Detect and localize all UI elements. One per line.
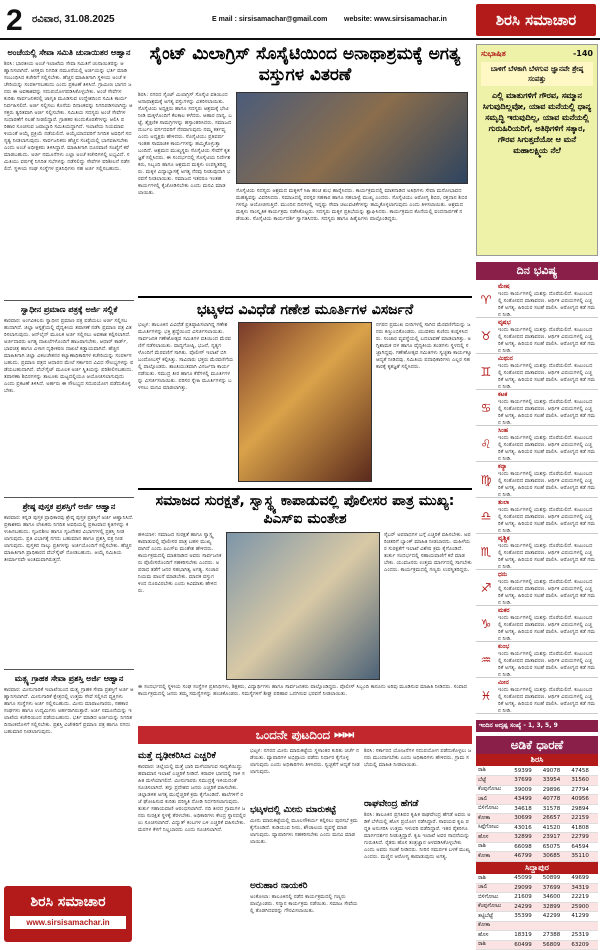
zodiac-name: ಧನು — [498, 571, 596, 579]
price-cell: 35399 — [512, 912, 541, 922]
price-cell: 25319 — [569, 931, 598, 941]
zodiac-icon: ♑ — [476, 606, 496, 641]
price-cell: 22799 — [569, 833, 598, 843]
zodiac-icon: ♒ — [476, 642, 496, 677]
zodiac-name: ಮಿಥುನ — [498, 355, 596, 363]
article-1-text-b: ಸೊಸೈಟಿಯ ಸದಸ್ಯರು ಆಶ್ರಮದ ಮಕ್ಕಳಿಗೆ ಸಿಹಿ ಹಂಚಿ ಶುಭ ಹಾರೈಸಿದರು. ಕಾರ್ಯಕ್ರಮದಲ್ಲಿ ಮಾತನಾಡಿದ ಅತಿಥಿಗಳು ಸೇವಾ ಮನೋಭಾವದ ಮಹತ್ವವನ್ನು ವಿವರಿಸಿದರು. ಸಮಾಜದಲ್ಲಿ ಪರಸ್ಪರ ಸಹಕಾರ ಹಾಗೂ ಸಹಬಾಳ್ವೆ ಮುಖ್ಯ ಎಂದರು. ಸೊಸೈಟಿಯು ಆರೋಗ್ಯ ಶಿಬಿರ, ರಕ್ತದಾನ ಶಿಬಿರಗಳನ್ನೂ ಆಯೋಜಿಸುತ್ತಿದೆ. ಮುಂದಿನ ದಿನಗಳಲ್ಲಿ ಇನ್ನಷ್ಟು ಸೇವಾ ಚಟುವಟಿಕೆಗಳನ್ನು ಹಮ್ಮಿಕೊಳ್ಳಲಾಗುವುದು ಎಂದು ತಿಳಿಸಲಾಯಿತು. ಆಶ್ರಮದ ಮಕ್ಕಳು ಸಾಂಸ್ಕೃತಿಕ ಕಾರ್ಯಕ್ರಮ ನಡೆಸಿಕೊಟ್ಟರು. ಸದಸ್ಯರು ಮಕ್ಕಳ ಪ್ರತಿಭೆಯನ್ನು ಶ್ಲಾಘಿಸಿದರು. ಕಾರ್ಯಕ್ರಮದ ಕೊನೆಯಲ್ಲಿ ವಂದನಾರ್ಪಣೆ ನಡೆಯಿತು. ಸೊಸೈಟಿಯ ಕಾರ್ಯದರ್ಶಿ ಸ್ವಾಗತಿಸಿದರು. ಸದಸ್ಯರು ಹಾಗೂ ಹಿತೈಷಿಗಳು ಪಾಲ್ಗೊಂಡಿದ್ದರು. — [236, 188, 468, 292]
price-cell: 31560 — [569, 776, 598, 786]
price-cell: 32899 — [541, 902, 570, 912]
price-cell: 21609 — [512, 893, 541, 903]
price-cell: 49078 — [541, 766, 570, 776]
price-cell: 30685 — [541, 852, 570, 862]
quote-box — [476, 44, 598, 256]
continued-strip: ಒಂದನೇ ಪುಟದಿಂದ ⏭⏭ — [138, 726, 472, 744]
horoscope-item — [476, 390, 598, 426]
price-row — [476, 823, 598, 833]
price-row — [476, 883, 598, 893]
horoscope-item — [476, 282, 598, 318]
horoscope-text: ಇಂದು ಕಾರ್ಯಗಳಲ್ಲಿ ಯಶಸ್ಸು ದೊರೆಯಲಿದೆ. ಕುಟುಂಬದಲ್ಲಿ ಸಂತೋಷದ ವಾತಾವರಣ. ಆರ್ಥಿಕ ವಿಷಯಗಳಲ್ಲಿ ಎಚ್ಚರಿಕೆ ಅಗತ್ಯ. ಹಿರಿಯರ ಸಲಹೆ ಪಾಲಿಸಿ. ಆರೋಗ್ಯದ ಕಡೆ ಗಮನ ನೀಡಿ. — [498, 327, 596, 353]
page-header — [0, 0, 600, 40]
zodiac-icon: ♍ — [476, 462, 496, 497]
price-cell: 33954 — [541, 776, 570, 786]
price-cell: 40956 — [569, 795, 598, 805]
lucky-number: ಇಂದಿನ ಅದೃಷ್ಟ ಸಂಖ್ಯೆ - 1, 3, 5, 9 — [476, 720, 598, 732]
price-cell: ತಟ್ಟಿಬೆಟ್ಟೆ — [476, 912, 512, 922]
email-link[interactable]: E mail : sirsisamachar@gmail.com — [212, 16, 327, 23]
left-article-2: ಕಾರವಾರ: ಅಂಗವಿಕಲರು ಸ್ವಾಧೀನ ಪ್ರಮಾಣ ಪತ್ರ ಪಡೆಯಲು ಅರ್ಜಿ ಸಲ್ಲಿಸಬಹುದಾಗಿದೆ. ಜಿಲ್ಲಾ ಆಸ್ಪತ್ರೆಯಲ್ಲಿ ವೈದ್ಯಕೀಯ ತಪಾಸಣೆ ನಡೆಸಿ ಪ್ರಮಾಣ ಪತ್ರ ವಿತರಿಸಲಾಗುವುದು. ಆನ್‌ಲೈನ್ ಮೂಲಕ ಅರ್ಜಿ ಸಲ್ಲಿಸಲು ಅವಕಾಶ ಕಲ್ಪಿಸಲಾಗಿದೆ. ಅರ್ಜಿದಾರರು ಅಗತ್ಯ ದಾಖಲೆಗಳೊಂದಿಗೆ ಹಾಜರಾಗಬೇಕು. ಆಧಾರ್ ಕಾರ್ಡ್, ಭಾವಚಿತ್ರ ಹಾಗೂ ವಿಳಾಸ ದೃಢೀಕರಣ ದಾಖಲೆ ಕಡ್ಡಾಯವಾಗಿದೆ. ಹೆಚ್ಚಿನ ಮಾಹಿತಿಗಾಗಿ ಜಿಲ್ಲಾ ವಿಕಲಚೇತನರ ಕಲ್ಯಾಣಾಧಿಕಾರಿಗಳ ಕಚೇರಿಯನ್ನು ಸಂಪರ್ಕಿಸಬಹುದು. ಪ್ರಮಾಣ ಪತ್ರದ ಆಧಾರದ ಮೇಲೆ ಸರ್ಕಾರದ ವಿವಿಧ ಸೌಲಭ್ಯಗಳನ್ನು ಪಡೆಯಬಹುದಾಗಿದೆ. ವೆಬ್‌ಸೈಟ್ ಮೂಲಕ ಅರ್ಜಿ ಸ್ಥಿತಿಯನ್ನು ಪರಿಶೀಲಿಸಬಹುದು. ತಪಾಸಣಾ ಶಿಬಿರಗಳನ್ನು ತಾಲೂಕು ಮಟ್ಟದಲ್ಲಿಯೂ ಆಯೋಜಿಸಲಾಗುವುದು ಎಂದು ಪ್ರಕಟಣೆ ತಿಳಿಸಿದೆ. ಅರ್ಹರು ಈ ಸೌಲಭ್ಯದ ಸದುಪಯೋಗ ಪಡೆದುಕೊಳ್ಳಬೇಕು. — [4, 318, 134, 493]
price-cell: ಕೋಕಾ — [476, 921, 512, 931]
price-row — [476, 814, 598, 824]
horoscope-text: ಇಂದು ಕಾರ್ಯಗಳಲ್ಲಿ ಯಶಸ್ಸು ದೊರೆಯಲಿದೆ. ಕುಟುಂಬದಲ್ಲಿ ಸಂತೋಷದ ವಾತಾವರಣ. ಆರ್ಥಿಕ ವಿಷಯಗಳಲ್ಲಿ ಎಚ್ಚರಿಕೆ ಅಗತ್ಯ. ಹಿರಿಯರ ಸಲಹೆ ಪಾಲಿಸಿ. ಆರೋಗ್ಯದ ಕಡೆ ಗಮನ ನೀಡಿ. — [498, 687, 596, 713]
price-cell: 43016 — [512, 823, 541, 833]
price-cell: ರಾಶಿ — [476, 940, 512, 950]
horoscope-item — [476, 570, 598, 606]
price-cell: ಸಿಪ್ಪೆಗೋಟು — [476, 823, 512, 833]
left-headline-4: ಮತ್ಸ್ಯ ಗ್ರಾಹಕ ಸೇವಾ ಪ್ರಶಸ್ತಿ ಅರ್ಜಿ ಆಹ್ವಾನ — [4, 674, 134, 684]
price-cell: 27794 — [569, 785, 598, 795]
zodiac-name: ಸಿಂಹ — [498, 427, 596, 435]
horoscope-item — [476, 498, 598, 534]
price-cell — [512, 921, 541, 931]
article-3-text-c: ಈ ಸಂದರ್ಭದಲ್ಲಿ ಸ್ಥಳೀಯ ಸಂಘ ಸಂಸ್ಥೆಗಳ ಪ್ರತಿನಿಧಿಗಳು, ಶಿಕ್ಷಕರು, ವಿದ್ಯಾರ್ಥಿಗಳು ಹಾಗೂ ಸಾರ್ವಜನಿಕರು ಪಾಲ್ಗೊಂಡಿದ್ದರು. ಪೊಲೀಸ್ ಸಿಬ್ಬಂದಿ ಕಾನೂನು ಅರಿವು ಮೂಡಿಸುವ ಮಾಹಿತಿ ನೀಡಿದರು. ಸಂವಾದ ಕಾರ್ಯಕ್ರಮದಲ್ಲಿ ಜನರು ತಮ್ಮ ಸಮಸ್ಯೆಗಳನ್ನು ಹಂಚಿಕೊಂಡರು. ಸಮಸ್ಯೆಗಳಿಗೆ ಶೀಘ್ರ ಪರಿಹಾರ ಒದಗಿಸುವ ಭರವಸೆ ನೀಡಲಾಯಿತು. — [138, 684, 472, 724]
zodiac-icon: ♏ — [476, 534, 496, 569]
horoscope-list — [476, 282, 598, 716]
horoscope-text: ಇಂದು ಕಾರ್ಯಗಳಲ್ಲಿ ಯಶಸ್ಸು ದೊರೆಯಲಿದೆ. ಕುಟುಂಬದಲ್ಲಿ ಸಂತೋಷದ ವಾತಾವರಣ. ಆರ್ಥಿಕ ವಿಷಯಗಳಲ್ಲಿ ಎಚ್ಚರಿಕೆ ಅಗತ್ಯ. ಹಿರಿಯರ ಸಲಹೆ ಪಾಲಿಸಿ. ಆರೋಗ್ಯದ ಕಡೆ ಗಮನ ನೀಡಿ. — [498, 471, 596, 497]
horoscope-text: ಇಂದು ಕಾರ್ಯಗಳಲ್ಲಿ ಯಶಸ್ಸು ದೊರೆಯಲಿದೆ. ಕುಟುಂಬದಲ್ಲಿ ಸಂತೋಷದ ವಾತಾವರಣ. ಆರ್ಥಿಕ ವಿಷಯಗಳಲ್ಲಿ ಎಚ್ಚರಿಕೆ ಅಗತ್ಯ. ಹಿರಿಯರ ಸಲಹೆ ಪಾಲಿಸಿ. ಆರೋಗ್ಯದ ಕಡೆ ಗಮನ ನೀಡಿ. — [498, 651, 596, 677]
zodiac-icon: ♈ — [476, 282, 496, 317]
price-row — [476, 842, 598, 852]
horoscope-item — [476, 678, 598, 714]
zodiac-name: ಕುಂಭ — [498, 643, 596, 651]
price-cell: 43499 — [512, 795, 541, 805]
price-cell: ಹೊಸ — [476, 931, 512, 941]
price-cell: 41808 — [569, 823, 598, 833]
price-cell — [569, 921, 598, 931]
quote-body: ಎಲ್ಲಿ ಮಾತುಗಳಿಗೆ ಗೌರವ, ಸಮ್ಮಾನ ಸಿಗುವುದಿಲ್ಲವೋ, ಯಾವ ಮನೆಯಲ್ಲಿ ಧಾನ್ಯ ಸಮೃದ್ಧಿ ಇರುವುದಿಲ್ಲ, ಯಾವ ಮನೆಯಲ್ಲಿ ಗುರುಹಿರಿಯರಿಗೆ, ಅತಿಥಿಗಳಿಗೆ ಸತ್ಕಾರ, ಗೌರವ ಸಿಗುತ್ತದೆಯೋ ಆ ಮನೆ ಮಹಾಲಕ್ಷ್ಮಿಯ ನೆಲೆ — [481, 90, 593, 156]
article-3-text-b: ಸೈಬರ್ ಅಪರಾಧಗಳ ಬಗ್ಗೆ ಎಚ್ಚರಿಕೆ ವಹಿಸಬೇಕು. ಅಪರಿಚಿತರಿಗೆ ಬ್ಯಾಂಕ್ ಮಾಹಿತಿ ನೀಡಬಾರದು. ಮಹಿಳೆಯರ ಸುರಕ್ಷತೆಗೆ ಇಲಾಖೆ ವಿಶೇಷ ಕ್ರಮ ಕೈಗೊಂಡಿದೆ. ತುರ್ತು ಸಂದರ್ಭದಲ್ಲಿ ಸಹಾಯವಾಣಿಗೆ ಕರೆ ಮಾಡಬೇಕು. ಯುವಜನರು ಉತ್ತಮ ಮಾರ್ಗದಲ್ಲಿ ಸಾಗಬೇಕು ಎಂದರು. ಕಾರ್ಯಕ್ರಮದಲ್ಲಿ ಗಣ್ಯರು ಉಪಸ್ಥಿತರಿದ್ದರು. — [384, 532, 472, 680]
quote-number: -140 — [573, 49, 593, 59]
price-cell: 31578 — [541, 804, 570, 814]
price-cell: 22159 — [569, 814, 598, 824]
price-cell: ಕೆಂಪುಗೋಟು — [476, 902, 512, 912]
zodiac-icon: ♌ — [476, 426, 496, 461]
price-cell: 32899 — [512, 833, 541, 843]
arecanut-title: ಅಡಿಕೆ ಧಾರಣೆ — [476, 736, 598, 754]
zodiac-icon: ♊ — [476, 354, 496, 389]
zodiac-name: ಕಟಕ — [498, 391, 596, 399]
horoscope-text: ಇಂದು ಕಾರ್ಯಗಳಲ್ಲಿ ಯಶಸ್ಸು ದೊರೆಯಲಿದೆ. ಕುಟುಂಬದಲ್ಲಿ ಸಂತೋಷದ ವಾತಾವರಣ. ಆರ್ಥಿಕ ವಿಷಯಗಳಲ್ಲಿ ಎಚ್ಚರಿಕೆ ಅಗತ್ಯ. ಹಿರಿಯರ ಸಲಹೆ ಪಾಲಿಸಿ. ಆರೋಗ್ಯದ ಕಡೆ ಗಮನ ನೀಡಿ. — [498, 507, 596, 533]
left-article-1: ಶಿರಸಿ: ಭಾರತೀಯ ಅಂಚೆ ಇಲಾಖೆಯ ಸೇವಾ ಸಮಿತಿಗೆ ಚುನಾಯಿತರನ್ನು ಆಹ್ವಾನಿಸಲಾಗಿದೆ. ಆಸಕ್ತರು ನಿಗದಿತ ನಮೂನೆಯಲ್ಲಿ ಅರ್ಜಿಯನ್ನು ಭರ್ತಿ ಮಾಡಿ ಸಂಬಂಧಿಸಿದ ಕಚೇರಿಗೆ ಸಲ್ಲಿಸಬೇಕು. ಹೆಚ್ಚಿನ ಮಾಹಿತಿಗಾಗಿ ಸ್ಥಳೀಯ ಅಂಚೆ ಕಚೇರಿಯನ್ನು ಸಂಪರ್ಕಿಸಬಹುದು ಎಂದು ಪ್ರಕಟಣೆ ತಿಳಿಸಿದೆ. ಗ್ರಾಮೀಣ ಭಾಗದ ಜನರು ಈ ಅವಕಾಶವನ್ನು ಸದುಪಯೋಗಪಡಿಸಿಕೊಳ್ಳಬೇಕು. ಅಂಚೆ ಸೇವೆಗಳ ಕುರಿತು ಸಾರ್ವಜನಿಕರಲ್ಲಿ ಜಾಗೃತಿ ಮೂಡಿಸುವ ಉದ್ದೇಶದಿಂದ ಸಮಿತಿ ಕಾರ್ಯನಿರ್ವಹಿಸಲಿದೆ. ಅರ್ಜಿ ಸಲ್ಲಿಸಲು ಕೊನೆಯ ದಿನಾಂಕವನ್ನು ನಿಗದಿಪಡಿಸಲಾಗಿದ್ದು ಆಸಕ್ತರು ತ್ವರಿತವಾಗಿ ಅರ್ಜಿ ಸಲ್ಲಿಸಬೇಕು. ಸಮಿತಿಯ ಸದಸ್ಯರು ಅಂಚೆ ಸೇವೆಗಳ ಸುಧಾರಣೆಗೆ ಸಲಹೆ ನೀಡಲಿದ್ದಾರೆ. ಗ್ರಾಹಕರ ಕುಂದುಕೊರತೆಗಳನ್ನು ಆಲಿಸಿ ಪರಿಹಾರ ಸೂಚಿಸುವ ಜವಾಬ್ದಾರಿ ಸಮಿತಿಯದ್ದಾಗಿದೆ. ಇಲಾಖೆಯ ನಿಯಮಾವಳಿಯಂತೆ ಆಯ್ಕೆ ಪ್ರಕ್ರಿಯೆ ನಡೆಯಲಿದೆ. ಆಯ್ಕೆಯಾದವರಿಗೆ ನಿಗದಿತ ಅವಧಿಗೆ ಸದಸ್ಯತ್ವ ನೀಡಲಾಗುವುದು. ಸಾರ್ವಜನಿಕರು ಹೆಚ್ಚಿನ ಸಂಖ್ಯೆಯಲ್ಲಿ ಭಾಗವಹಿಸಬೇಕು ಎಂದು ಅಂಚೆ ಅಧೀಕ್ಷಕರು ತಿಳಿಸಿದ್ದಾರೆ. ಮಾಹಿತಿಗಾಗಿ ದೂರವಾಣಿ ಸಂಖ್ಯೆಗೆ ಕರೆ ಮಾಡಬಹುದು. ಅರ್ಜಿ ನಮೂನೆಗಳು ಎಲ್ಲಾ ಅಂಚೆ ಕಚೇರಿಗಳಲ್ಲಿ ಲಭ್ಯವಿದೆ. ಸಮಿತಿಯು ವರ್ಷಕ್ಕೆ ನಿಗದಿತ ಸಭೆಗಳನ್ನು ನಡೆಸಲಿದ್ದು ಸೇವೆಗಳ ಪರಿಶೀಲನೆ ನಡೆಸಲಿದೆ. ಸ್ಥಳೀಯ ಸಂಘ ಸಂಸ್ಥೆಗಳ ಪ್ರತಿನಿಧಿಗಳು ಸಹ ಅರ್ಜಿ ಸಲ್ಲಿಸಬಹುದು. — [4, 61, 134, 296]
page-number: 2 — [6, 4, 23, 38]
price-cell: 63209 — [569, 940, 598, 950]
price-cell: ಕೆಂಪುಗೋಟು — [476, 785, 512, 795]
left-headline-1: ಅಂಚೆಯಲ್ಲಿ ಸೇವಾ ಸಮಿತಿ ಚುನಾಯಿತರ ಆಹ್ವಾನ — [4, 48, 134, 58]
zodiac-name: ವೃಶ್ಚಿಕ — [498, 535, 596, 543]
zodiac-icon: ♎ — [476, 498, 496, 533]
price-cell: ಬಿಳಿಗೋಟು — [476, 804, 512, 814]
price-cell: ಚಾಲಿ — [476, 883, 512, 893]
article-3-text-a: ಹಳಿಯಾಳ: ಸಮಾಜದ ಸುರಕ್ಷತೆ ಹಾಗೂ ಸ್ವಾಸ್ಥ್ಯ ಕಾಪಾಡುವಲ್ಲಿ ಪೊಲೀಸರ ಪಾತ್ರ ಬಹಳ ಮುಖ್ಯವಾಗಿದೆ ಎಂದು ಪಿಎಸ್‌ಐ ಮಂತೇಶ ಹೇಳಿದರು. ಕಾರ್ಯಕ್ರಮದಲ್ಲಿ ಮಾತನಾಡಿದ ಅವರು ಸಾರ್ವಜನಿಕರು ಪೊಲೀಸರೊಂದಿಗೆ ಸಹಕರಿಸಬೇಕು ಎಂದರು. ಅಪರಾಧ ತಡೆಗೆ ಜನರ ಸಹಭಾಗಿತ್ವ ಅಗತ್ಯ. ಸಂಚಾರ ನಿಯಮ ಪಾಲನೆ ಮಾಡಬೇಕು. ಮಾದಕ ವಸ್ತುಗಳಿಂದ ದೂರವಿರಬೇಕು ಎಂದು ಕಿವಿಮಾತು ಹೇಳಿದರು. — [138, 532, 222, 680]
horoscope-item — [476, 462, 598, 498]
horoscope-item — [476, 426, 598, 462]
headline-2: ಭಟ್ಕಳದ ವಿವಿಧೆಡೆ ಗಣೇಶ ಮೂರ್ತಿಗಳ ವಿಸರ್ಜನೆ — [138, 300, 472, 321]
price-row — [476, 921, 598, 931]
price-cell: 60499 — [512, 940, 541, 950]
price-table-sirsi — [476, 766, 598, 862]
photo-police-event — [226, 532, 380, 680]
price-cell: 66098 — [512, 842, 541, 852]
price-cell: 23917 — [541, 833, 570, 843]
horoscope-item — [476, 642, 598, 678]
left-article-3: ಕಾರವಾರ: ಕನ್ನಡ ಪುಸ್ತಕ ಪ್ರಾಧಿಕಾರವು ಶ್ರೇಷ್ಠ ಪುಸ್ತಕ ಪ್ರಶಸ್ತಿಗೆ ಅರ್ಜಿ ಆಹ್ವಾನಿಸಿದೆ. ಪ್ರಕಾಶಕರು ಹಾಗೂ ಲೇಖಕರು ನಿಗದಿತ ಅವಧಿಯಲ್ಲಿ ಪ್ರಕಟವಾದ ಕೃತಿಗಳನ್ನು ಕಳುಹಿಸಬಹುದು. ಸೃಜನಶೀಲ ಹಾಗೂ ಸೃಜನೇತರ ವಿಭಾಗಗಳಲ್ಲಿ ಪ್ರಶಸ್ತಿ ನೀಡಲಾಗುವುದು. ಪ್ರತಿ ವಿಭಾಗಕ್ಕೆ ನಗದು ಬಹುಮಾನ ಹಾಗೂ ಪ್ರಶಸ್ತಿ ಪತ್ರ ನೀಡಲಾಗುವುದು. ಪುಸ್ತಕದ ನಾಲ್ಕು ಪ್ರತಿಗಳನ್ನು ಅರ್ಜಿಯೊಂದಿಗೆ ಸಲ್ಲಿಸಬೇಕು. ಹೆಚ್ಚಿನ ಮಾಹಿತಿಗಾಗಿ ಪ್ರಾಧಿಕಾರದ ವೆಬ್‌ಸೈಟ್ ನೋಡಬಹುದು. ಆಯ್ಕೆ ಸಮಿತಿಯ ತೀರ್ಮಾನವೇ ಅಂತಿಮವಾಗಿರುತ್ತದೆ. — [4, 515, 134, 665]
market-sirsi: ಶಿರಸಿ — [476, 754, 598, 766]
horoscope-title: ದಿನ ಭವಿಷ್ಯ — [476, 262, 598, 280]
headline-3: ಸಮಾಜದ ಸುರಕ್ಷತೆ, ಸ್ವಾಸ್ಥ್ಯ ಕಾಪಾಡುವಲ್ಲಿ ಪೊಲೀಸರ ಪಾತ್ರ ಮುಖ್ಯ: ಪಿಎಸ್‌ಐ ಮಂತೇಶ — [138, 492, 472, 528]
price-row — [476, 766, 598, 776]
zodiac-name: ಕನ್ಯಾ — [498, 463, 596, 471]
price-table-siddapur — [476, 874, 598, 950]
horoscope-text: ಇಂದು ಕಾರ್ಯಗಳಲ್ಲಿ ಯಶಸ್ಸು ದೊರೆಯಲಿದೆ. ಕುಟುಂಬದಲ್ಲಿ ಸಂತೋಷದ ವಾತಾವರಣ. ಆರ್ಥಿಕ ವಿಷಯಗಳಲ್ಲಿ ಎಚ್ಚರಿಕೆ ಅಗತ್ಯ. ಹಿರಿಯರ ಸಲಹೆ ಪಾಲಿಸಿ. ಆರೋಗ್ಯದ ಕಡೆ ಗಮನ ನೀಡಿ. — [498, 399, 596, 425]
sub-heading-2: ಭಟ್ಕಳದಲ್ಲಿ ಮೀನು ಮಾರುಕಟ್ಟೆ — [250, 805, 360, 815]
price-cell: 64594 — [569, 842, 598, 852]
zodiac-icon: ♐ — [476, 570, 496, 605]
horoscope-item — [476, 534, 598, 570]
left-headline-3: ಶ್ರೇಷ್ಠ ಪುಸ್ತಕ ಪ್ರಶಸ್ತಿಗೆ ಅರ್ಜಿ ಆಹ್ವಾನ — [4, 502, 134, 512]
price-cell: 27388 — [541, 931, 570, 941]
price-cell: 49699 — [569, 874, 598, 884]
sub-heading-1: ಮತ್ತೆ ದೃಢೀಕರಿಸಿದ ಎಚ್ಚರಿಕೆ — [138, 751, 246, 761]
headline-1: ಸೈಂಟ್ ಮಿಲಾಗ್ರಿಸ್ ಸೊಸೈಟಿಯಿಂದ ಅನಾಥಾಶ್ರಮಕ್ಕೆ ಅಗತ್ಯ ವಸ್ತುಗಳ ವಿತರಣೆ — [138, 44, 472, 88]
price-cell: 22219 — [569, 893, 598, 903]
continued-col-2: ಭಟ್ಕಳ: ನಗರದ ಮೀನು ಮಾರುಕಟ್ಟೆಯ ಸ್ಥಳಾಂತರ ಕುರಿತು ಚರ್ಚೆ ನಡೆಯಿತು. ವ್ಯಾಪಾರಿಗಳ ಅಭಿಪ್ರಾಯ ಪಡೆದು ನಿರ್ಧಾರ ಕೈಗೊಳ್ಳಲಾಗುವುದು ಎಂದು ಅಧಿಕಾರಿಗಳು ತಿಳಿಸಿದರು. ಸ್ವಚ್ಛತೆಗೆ ಆದ್ಯತೆ ನೀಡಲಾಗುವುದು. ಭಟ್ಕಳದಲ್ಲಿ ಮೀನು ಮಾರುಕಟ್ಟೆ ಮೀನು ಮಾರುಕಟ್ಟೆಯಲ್ಲಿ ಮೂಲಸೌಕರ್ಯ ಕಲ್ಪಿಸಲು ಪುರಸಭೆ ಕ್ರಮ ಕೈಗೊಂಡಿದೆ. ಕುಡಿಯುವ ನೀರು, ಶೌಚಾಲಯ ವ್ಯವಸ್ಥೆ ಮಾಡಲಾಗುವುದು. ವ್ಯಾಪಾರಿಗಳು ಸಹಕರಿಸಬೇಕು ಎಂದು ಮನವಿ ಮಾಡಲಾಯಿತು. ಅರುಹಾರ ನಾಯಕರಿ ಅಂಕೋಲಾ: ತಾಲೂಕಿನಲ್ಲಿ ನಡೆದ ಕಾರ್ಯಕ್ರಮದಲ್ಲಿ ಗಣ್ಯರು ಪಾಲ್ಗೊಂಡರು. ಸನ್ಮಾನ ಕಾರ್ಯಕ್ರಮ ನಡೆಯಿತು. ಸಮಾಜ ಸೇವೆಯಲ್ಲಿ ತೊಡಗಿದವರನ್ನು ಗೌರವಿಸಲಾಯಿತು. — [250, 748, 360, 944]
sub-heading-4: ಅರುಹಾರ ನಾಯಕರಿ — [250, 881, 360, 891]
price-cell — [541, 921, 570, 931]
price-cell: 56809 — [541, 940, 570, 950]
horoscope-item — [476, 606, 598, 642]
price-row — [476, 931, 598, 941]
price-cell: 25900 — [569, 902, 598, 912]
price-cell: 41520 — [541, 823, 570, 833]
left-column — [4, 44, 134, 944]
price-row — [476, 785, 598, 795]
price-row — [476, 833, 598, 843]
price-cell: 41299 — [569, 912, 598, 922]
price-cell: 37699 — [512, 776, 541, 786]
photo-ganesha-idol — [238, 322, 372, 482]
price-cell: 46799 — [512, 852, 541, 862]
price-cell: ರಾಶಿ — [476, 874, 512, 884]
price-cell: ಬಿಳಿಗೋಟು — [476, 893, 512, 903]
price-cell: ಚಾಲಿ — [476, 795, 512, 805]
price-cell: 26657 — [541, 814, 570, 824]
price-cell: 37699 — [541, 883, 570, 893]
horoscope-text: ಇಂದು ಕಾರ್ಯಗಳಲ್ಲಿ ಯಶಸ್ಸು ದೊರೆಯಲಿದೆ. ಕುಟುಂಬದಲ್ಲಿ ಸಂತೋಷದ ವಾತಾವರಣ. ಆರ್ಥಿಕ ವಿಷಯಗಳಲ್ಲಿ ಎಚ್ಚರಿಕೆ ಅಗತ್ಯ. ಹಿರಿಯರ ಸಲಹೆ ಪಾಲಿಸಿ. ಆರೋಗ್ಯದ ಕಡೆ ಗಮನ ನೀಡಿ. — [498, 291, 596, 317]
horoscope-item — [476, 354, 598, 390]
price-cell: ಕೋಕಾ — [476, 814, 512, 824]
price-row — [476, 893, 598, 903]
brand-name: ಶಿರಸಿ ಸಮಾಚಾರ — [4, 894, 132, 910]
quote-title: ಸುಭಾಷಿತ — [481, 49, 506, 59]
price-cell: 35110 — [569, 852, 598, 862]
price-row — [476, 902, 598, 912]
price-cell: ಹೊಸ — [476, 833, 512, 843]
market-siddapur: ಸಿದ್ದಾಪುರ — [476, 862, 598, 874]
price-cell: 24299 — [512, 902, 541, 912]
zodiac-name: ಮಕರ — [498, 607, 596, 615]
zodiac-icon: ♉ — [476, 318, 496, 353]
brand-box — [4, 886, 132, 942]
price-cell: 34600 — [541, 893, 570, 903]
price-cell: 40778 — [541, 795, 570, 805]
price-cell: ರಾಶಿ — [476, 766, 512, 776]
price-cell: 50899 — [541, 874, 570, 884]
left-article-4: ಕಾರವಾರ: ಮೀನುಗಾರಿಕೆ ಇಲಾಖೆಯಿಂದ ಮತ್ಸ್ಯ ಗ್ರಾಹಕ ಸೇವಾ ಪ್ರಶಸ್ತಿಗೆ ಅರ್ಜಿ ಆಹ್ವಾನಿಸಲಾಗಿದೆ. ಮೀನುಗಾರಿಕೆ ಕ್ಷೇತ್ರದಲ್ಲಿ ಉತ್ತಮ ಸೇವೆ ಸಲ್ಲಿಸಿದ ವ್ಯಕ್ತಿಗಳು ಹಾಗೂ ಸಂಸ್ಥೆಗಳು ಅರ್ಜಿ ಸಲ್ಲಿಸಬಹುದು. ಮೀನು ಮಾರಾಟಗಾರರು, ಸಹಕಾರ ಸಂಘಗಳು ಹಾಗೂ ಉದ್ಯಮಿಗಳು ಅರ್ಹರಾಗಿರುತ್ತಾರೆ. ಅರ್ಜಿ ನಮೂನೆಯನ್ನು ಇಲಾಖೆಯ ಕಚೇರಿಯಿಂದ ಪಡೆಯಬಹುದು. ಭರ್ತಿ ಮಾಡಿದ ಅರ್ಜಿಯನ್ನು ನಿಗದಿತ ದಿನಾಂಕದೊಳಗೆ ಸಲ್ಲಿಸಬೇಕು. ಪ್ರಶಸ್ತಿ ವಿಜೇತರಿಗೆ ಪ್ರಮಾಣ ಪತ್ರ ಹಾಗೂ ನಗದು ಬಹುಮಾನ ನೀಡಲಾಗುವುದು. — [4, 687, 134, 837]
price-cell: ಕೋಕಾ — [476, 852, 512, 862]
zodiac-icon: ♋ — [476, 390, 496, 425]
price-cell: 65075 — [541, 842, 570, 852]
price-cell: ಬೆಟ್ಟೆ — [476, 776, 512, 786]
price-cell: 45099 — [512, 874, 541, 884]
price-cell: 29894 — [569, 804, 598, 814]
price-cell: ರಾಶಿ — [476, 842, 512, 852]
article-2-text-b: ನಗರದ ಪ್ರಮುಖ ಬೀದಿಗಳಲ್ಲಿ ಸಾಗಿದ ಮೆರವಣಿಗೆಯನ್ನು ಜನರು ಕಣ್ತುಂಬಿಕೊಂಡರು. ಯುವಕರು ಕುಣಿದು ಕುಪ್ಪಳಿಸಿದರು. ಸಂಚಾರ ವ್ಯವಸ್ಥೆಯಲ್ಲಿ ಬದಲಾವಣೆ ಮಾಡಲಾಗಿತ್ತು. ಅಗ್ನಿಶಾಮಕ ದಳ ಹಾಗೂ ವೈದ್ಯಕೀಯ ತಂಡಗಳು ಸ್ಥಳದಲ್ಲಿ ಸಜ್ಜಾಗಿದ್ದವು. ಗಣೇಶೋತ್ಸವ ಸಮಿತಿಗಳು ಸ್ವಚ್ಛತಾ ಕಾರ್ಯಕ್ಕೂ ಆದ್ಯತೆ ನೀಡಿದವು. ಸಮಿತಿಯ ಪದಾಧಿಕಾರಿಗಳು ಎಲ್ಲರ ಸಹಕಾರಕ್ಕೆ ಕೃತಜ್ಞತೆ ಸಲ್ಲಿಸಿದರು. — [376, 322, 472, 482]
zodiac-name: ಮೀನ — [498, 679, 596, 687]
continued-col-1: ಮತ್ತೆ ದೃಢೀಕರಿಸಿದ ಎಚ್ಚರಿಕೆ ಕಾರವಾರ: ಜಿಲ್ಲೆಯಲ್ಲಿ ಮತ್ತೆ ಭಾರಿ ಮಳೆಯಾಗುವ ಸಾಧ್ಯತೆಯಿದ್ದು ಹವಾಮಾನ ಇಲಾಖೆ ಎಚ್ಚರಿಕೆ ನೀಡಿದೆ. ಕರಾವಳಿ ಭಾಗದಲ್ಲಿ ಗಾಳಿ ಸಹಿತ ಮಳೆಯಾಗಲಿದೆ. ಮೀನುಗಾರರು ಸಮುದ್ರಕ್ಕೆ ಇಳಿಯದಂತೆ ಸೂಚಿಸಲಾಗಿದೆ. ತಗ್ಗು ಪ್ರದೇಶದ ಜನರು ಎಚ್ಚರಿಕೆ ವಹಿಸಬೇಕು. ಜಿಲ್ಲಾಡಳಿತ ಅಗತ್ಯ ಮುನ್ನೆಚ್ಚರಿಕೆ ಕ್ರಮ ಕೈಗೊಂಡಿದೆ. ಶಾಲೆಗಳಿಗೆ ರಜೆ ಘೋಷಿಸುವ ಕುರಿತು ಪರಿಸ್ಥಿತಿ ನೋಡಿ ನಿರ್ಧರಿಸಲಾಗುವುದು. ತುರ್ತು ಸಹಾಯವಾಣಿ ಆರಂಭಿಸಲಾಗಿದೆ. ನದಿ ತೀರದ ಗ್ರಾಮಗಳ ಜನರು ಸುರಕ್ಷಿತ ಸ್ಥಳಕ್ಕೆ ತೆರಳಬೇಕು. ಅಧಿಕಾರಿಗಳು ಕೇಂದ್ರ ಸ್ಥಾನದಲ್ಲಿರಲು ಸೂಚಿಸಲಾಗಿದೆ. ವಿದ್ಯುತ್ ಕಂಬಗಳ ಬಳಿ ಎಚ್ಚರಿಕೆ ವಹಿಸಬೇಕು. ಮರಗಳ ಕೆಳಗೆ ನಿಲ್ಲಬಾರದು ಎಂದು ಸೂಚಿಸಲಾಗಿದೆ. — [138, 748, 246, 944]
price-cell: 47458 — [569, 766, 598, 776]
horoscope-text: ಇಂದು ಕಾರ್ಯಗಳಲ್ಲಿ ಯಶಸ್ಸು ದೊರೆಯಲಿದೆ. ಕುಟುಂಬದಲ್ಲಿ ಸಂತೋಷದ ವಾತಾವರಣ. ಆರ್ಥಿಕ ವಿಷಯಗಳಲ್ಲಿ ಎಚ್ಚರಿಕೆ ಅಗತ್ಯ. ಹಿರಿಯರ ಸಲಹೆ ಪಾಲಿಸಿ. ಆರೋಗ್ಯದ ಕಡೆ ಗಮನ ನೀಡಿ. — [498, 579, 596, 605]
website-link[interactable]: website: www.sirsisamachar.in — [344, 16, 447, 23]
quote-sanskrit: ಬಾಳಿಗೆ ಬೆಳಕಾಗಿ ಬೆಳಗುವ ಜ್ಞಾನವೇ ಶ್ರೇಷ್ಠ ಸಂಪತ್ತು — [481, 62, 593, 86]
price-row — [476, 804, 598, 814]
price-cell: 34618 — [512, 804, 541, 814]
left-headline-2: ಸ್ವಾಧೀನ ಪ್ರಮಾಣ ಪತ್ರಕ್ಕೆ ಅರ್ಜಿ ಸಲ್ಲಿಕೆ — [4, 305, 134, 315]
price-cell: 39009 — [512, 785, 541, 795]
zodiac-name: ವೃಷಭ — [498, 319, 596, 327]
price-cell: 42299 — [541, 912, 570, 922]
zodiac-name: ತುಲಾ — [498, 499, 596, 507]
main-column — [138, 44, 472, 944]
article-2-text-a: ಭಟ್ಕಳ: ತಾಲೂಕಿನ ವಿವಿಧೆಡೆ ಪ್ರತಿಷ್ಠಾಪಿಸಲಾಗಿದ್ದ ಗಣೇಶ ಮೂರ್ತಿಗಳನ್ನು ಭಕ್ತಿ ಶ್ರದ್ಧೆಯಿಂದ ವಿಸರ್ಜಿಸಲಾಯಿತು. ಸಾರ್ವಜನಿಕ ಗಣೇಶೋತ್ಸವ ಸಮಿತಿಗಳ ವತಿಯಿಂದ ಮೆರವಣಿಗೆ ನಡೆಸಲಾಯಿತು. ವಾದ್ಯಗೋಷ್ಠಿ, ಭಜನೆ, ನೃತ್ಯಗಳೊಂದಿಗೆ ಮೆರವಣಿಗೆ ಸಾಗಿತು. ಪೊಲೀಸ್ ಇಲಾಖೆ ಬಿಗಿ ಬಂದೋಬಸ್ತ್ ಕಲ್ಪಿಸಿತ್ತು. ಸಾವಿರಾರು ಭಕ್ತರು ಮೆರವಣಿಗೆಯಲ್ಲಿ ಪಾಲ್ಗೊಂಡರು. ಶಾಂತಿಯುತವಾಗಿ ವಿಸರ್ಜನಾ ಕಾರ್ಯ ನಡೆಯಿತು. ಸಮುದ್ರ ತೀರ ಹಾಗೂ ಕೆರೆಗಳಲ್ಲಿ ಮೂರ್ತಿಗಳನ್ನು ವಿಸರ್ಜಿಸಲಾಯಿತು. ಪರಿಸರ ಸ್ನೇಹಿ ಮೂರ್ತಿಗಳನ್ನು ಬಳಸಲು ಮನವಿ ಮಾಡಲಾಗಿತ್ತು. — [138, 322, 234, 482]
horoscope-text: ಇಂದು ಕಾರ್ಯಗಳಲ್ಲಿ ಯಶಸ್ಸು ದೊರೆಯಲಿದೆ. ಕುಟುಂಬದಲ್ಲಿ ಸಂತೋಷದ ವಾತಾವರಣ. ಆರ್ಥಿಕ ವಿಷಯಗಳಲ್ಲಿ ಎಚ್ಚರಿಕೆ ಅಗತ್ಯ. ಹಿರಿಯರ ಸಲಹೆ ಪಾಲಿಸಿ. ಆರೋಗ್ಯದ ಕಡೆ ಗಮನ ನೀಡಿ. — [498, 435, 596, 461]
horoscope-text: ಇಂದು ಕಾರ್ಯಗಳಲ್ಲಿ ಯಶಸ್ಸು ದೊರೆಯಲಿದೆ. ಕುಟುಂಬದಲ್ಲಿ ಸಂತೋಷದ ವಾತಾವರಣ. ಆರ್ಥಿಕ ವಿಷಯಗಳಲ್ಲಿ ಎಚ್ಚರಿಕೆ ಅಗತ್ಯ. ಹಿರಿಯರ ಸಲಹೆ ಪಾಲಿಸಿ. ಆರೋಗ್ಯದ ಕಡೆ ಗಮನ ನೀಡಿ. — [498, 615, 596, 641]
sub-heading-3: ರಾಘವೇಂದ್ರ ಹೆಗಡೆ — [364, 799, 472, 809]
price-cell: 30699 — [512, 814, 541, 824]
price-row — [476, 912, 598, 922]
continued-col-3: ಶಿರಸಿ: ಸರ್ಕಾರದ ಯೋಜನೆಗಳ ಸದುಪಯೋಗ ಪಡೆದುಕೊಳ್ಳಲು ಜನರು ಮುಂದಾಗಬೇಕು ಎಂದು ಅಧಿಕಾರಿಗಳು ಹೇಳಿದರು. ಗ್ರಾಮ ಸಭೆಯಲ್ಲಿ ಮಾಹಿತಿ ನೀಡಲಾಯಿತು. ರಾಘವೇಂದ್ರ ಹೆಗಡೆ ಶಿರಸಿ: ತಾಲೂಕಿನ ಪ್ರಗತಿಪರ ಕೃಷಿಕ ರಾಘವೇಂದ್ರ ಹೆಗಡೆ ಅವರು ಅಡಿಕೆ ಬೆಳೆಯಲ್ಲಿ ಹೊಸ ಪ್ರಯೋಗ ನಡೆಸಿದ್ದಾರೆ. ಸಾವಯವ ಕೃಷಿ ಪದ್ಧತಿ ಅನುಸರಿಸಿ ಉತ್ತಮ ಇಳುವರಿ ಪಡೆದಿದ್ದಾರೆ. ಇತರ ರೈತರಿಗೂ ಮಾರ್ಗದರ್ಶನ ನೀಡುತ್ತಿದ್ದಾರೆ. ಕೃಷಿ ಇಲಾಖೆ ಅವರ ಸಾಧನೆಯನ್ನು ಗುರುತಿಸಿದೆ. ರೈತರು ಹೊಸ ತಂತ್ರಜ್ಞಾನ ಅಳವಡಿಸಿಕೊಳ್ಳಬೇಕು ಎಂದು ಅವರು ಸಲಹೆ ನೀಡಿದರು. ನೀರಿನ ಸಮರ್ಪಕ ಬಳಕೆ ಮುಖ್ಯ ಎಂದರು. ಮಣ್ಣಿನ ಆರೋಗ್ಯ ಕಾಪಾಡುವುದು ಅಗತ್ಯ. — [364, 748, 472, 944]
price-cell: 34319 — [569, 883, 598, 893]
horoscope-text: ಇಂದು ಕಾರ್ಯಗಳಲ್ಲಿ ಯಶಸ್ಸು ದೊರೆಯಲಿದೆ. ಕುಟುಂಬದಲ್ಲಿ ಸಂತೋಷದ ವಾತಾವರಣ. ಆರ್ಥಿಕ ವಿಷಯಗಳಲ್ಲಿ ಎಚ್ಚರಿಕೆ ಅಗತ್ಯ. ಹಿರಿಯರ ಸಲಹೆ ಪಾಲಿಸಿ. ಆರೋಗ್ಯದ ಕಡೆ ಗಮನ ನೀಡಿ. — [498, 363, 596, 389]
zodiac-name: ಮೇಷ — [498, 283, 596, 291]
masthead: ಶಿರಸಿ ಸಮಾಚಾರ — [476, 4, 596, 36]
brand-url[interactable]: www.sirsisamachar.in — [10, 916, 126, 929]
price-row — [476, 795, 598, 805]
price-cell: 29099 — [512, 883, 541, 893]
price-row — [476, 940, 598, 950]
price-row — [476, 852, 598, 862]
issue-date: ರವಿವಾರ, 31.08.2025 — [32, 14, 115, 25]
zodiac-icon: ♓ — [476, 678, 496, 713]
price-cell: 29896 — [541, 785, 570, 795]
price-row — [476, 776, 598, 786]
price-row — [476, 874, 598, 884]
article-1-text-a: ಶಿರಸಿ: ನಗರದ ಸೈಂಟ್ ಮಿಲಾಗ್ರಿಸ್ ಸೊಸೈಟಿ ವತಿಯಿಂದ ಅನಾಥಾಶ್ರಮಕ್ಕೆ ಅಗತ್ಯ ವಸ್ತುಗಳನ್ನು ವಿತರಿಸಲಾಯಿತು. ಸೊಸೈಟಿಯ ಅಧ್ಯಕ್ಷರು ಹಾಗೂ ಸದಸ್ಯರು ಆಶ್ರಮಕ್ಕೆ ಭೇಟಿ ನೀಡಿ ಮಕ್ಕಳೊಂದಿಗೆ ಕೆಲಕಾಲ ಕಳೆದರು. ಆಹಾರ ಧಾನ್ಯ, ಬಟ್ಟೆ, ಶೈಕ್ಷಣಿಕ ಸಾಮಗ್ರಿಗಳನ್ನು ಹಸ್ತಾಂತರಿಸಿದರು. ಸಮಾಜದ ದುರ್ಬಲ ವರ್ಗದವರಿಗೆ ನೆರವಾಗುವುದು ನಮ್ಮ ಕರ್ತವ್ಯ ಎಂದು ಅಧ್ಯಕ್ಷರು ಹೇಳಿದರು. ಸೊಸೈಟಿಯು ಪ್ರತಿವರ್ಷ ಇಂತಹ ಸಾಮಾಜಿಕ ಕಾರ್ಯಗಳನ್ನು ಹಮ್ಮಿಕೊಳ್ಳುತ್ತಾ ಬಂದಿದೆ. ಆಶ್ರಮದ ಮುಖ್ಯಸ್ಥರು ಸೊಸೈಟಿಯ ಸೇವೆಗೆ ಕೃತಜ್ಞತೆ ಸಲ್ಲಿಸಿದರು. ಈ ಸಂದರ್ಭದಲ್ಲಿ ಸೊಸೈಟಿಯ ನಿರ್ದೇಶಕರು, ಸಿಬ್ಬಂದಿ ಹಾಗೂ ಆಶ್ರಮದ ಮಕ್ಕಳು ಉಪಸ್ಥಿತರಿದ್ದರು. ಮಕ್ಕಳ ವಿದ್ಯಾಭ್ಯಾಸಕ್ಕೆ ಅಗತ್ಯ ನೆರವು ನೀಡುವುದಾಗಿ ಭರವಸೆ ನೀಡಲಾಯಿತು. ಸಮಾಜದ ಇತರರೂ ಇಂತಹ ಕಾರ್ಯಗಳಲ್ಲಿ ಕೈಜೋಡಿಸಬೇಕು ಎಂದು ಮನವಿ ಮಾಡಲಾಯಿತು. — [138, 92, 232, 292]
price-cell: 59399 — [512, 766, 541, 776]
photo-orphanage-event — [236, 92, 468, 184]
horoscope-text: ಇಂದು ಕಾರ್ಯಗಳಲ್ಲಿ ಯಶಸ್ಸು ದೊರೆಯಲಿದೆ. ಕುಟುಂಬದಲ್ಲಿ ಸಂತೋಷದ ವಾತಾವರಣ. ಆರ್ಥಿಕ ವಿಷಯಗಳಲ್ಲಿ ಎಚ್ಚರಿಕೆ ಅಗತ್ಯ. ಹಿರಿಯರ ಸಲಹೆ ಪಾಲಿಸಿ. ಆರೋಗ್ಯದ ಕಡೆ ಗಮನ ನೀಡಿ. — [498, 543, 596, 569]
arecanut-price-box — [476, 736, 598, 944]
price-cell: 18319 — [512, 931, 541, 941]
horoscope-item — [476, 318, 598, 354]
